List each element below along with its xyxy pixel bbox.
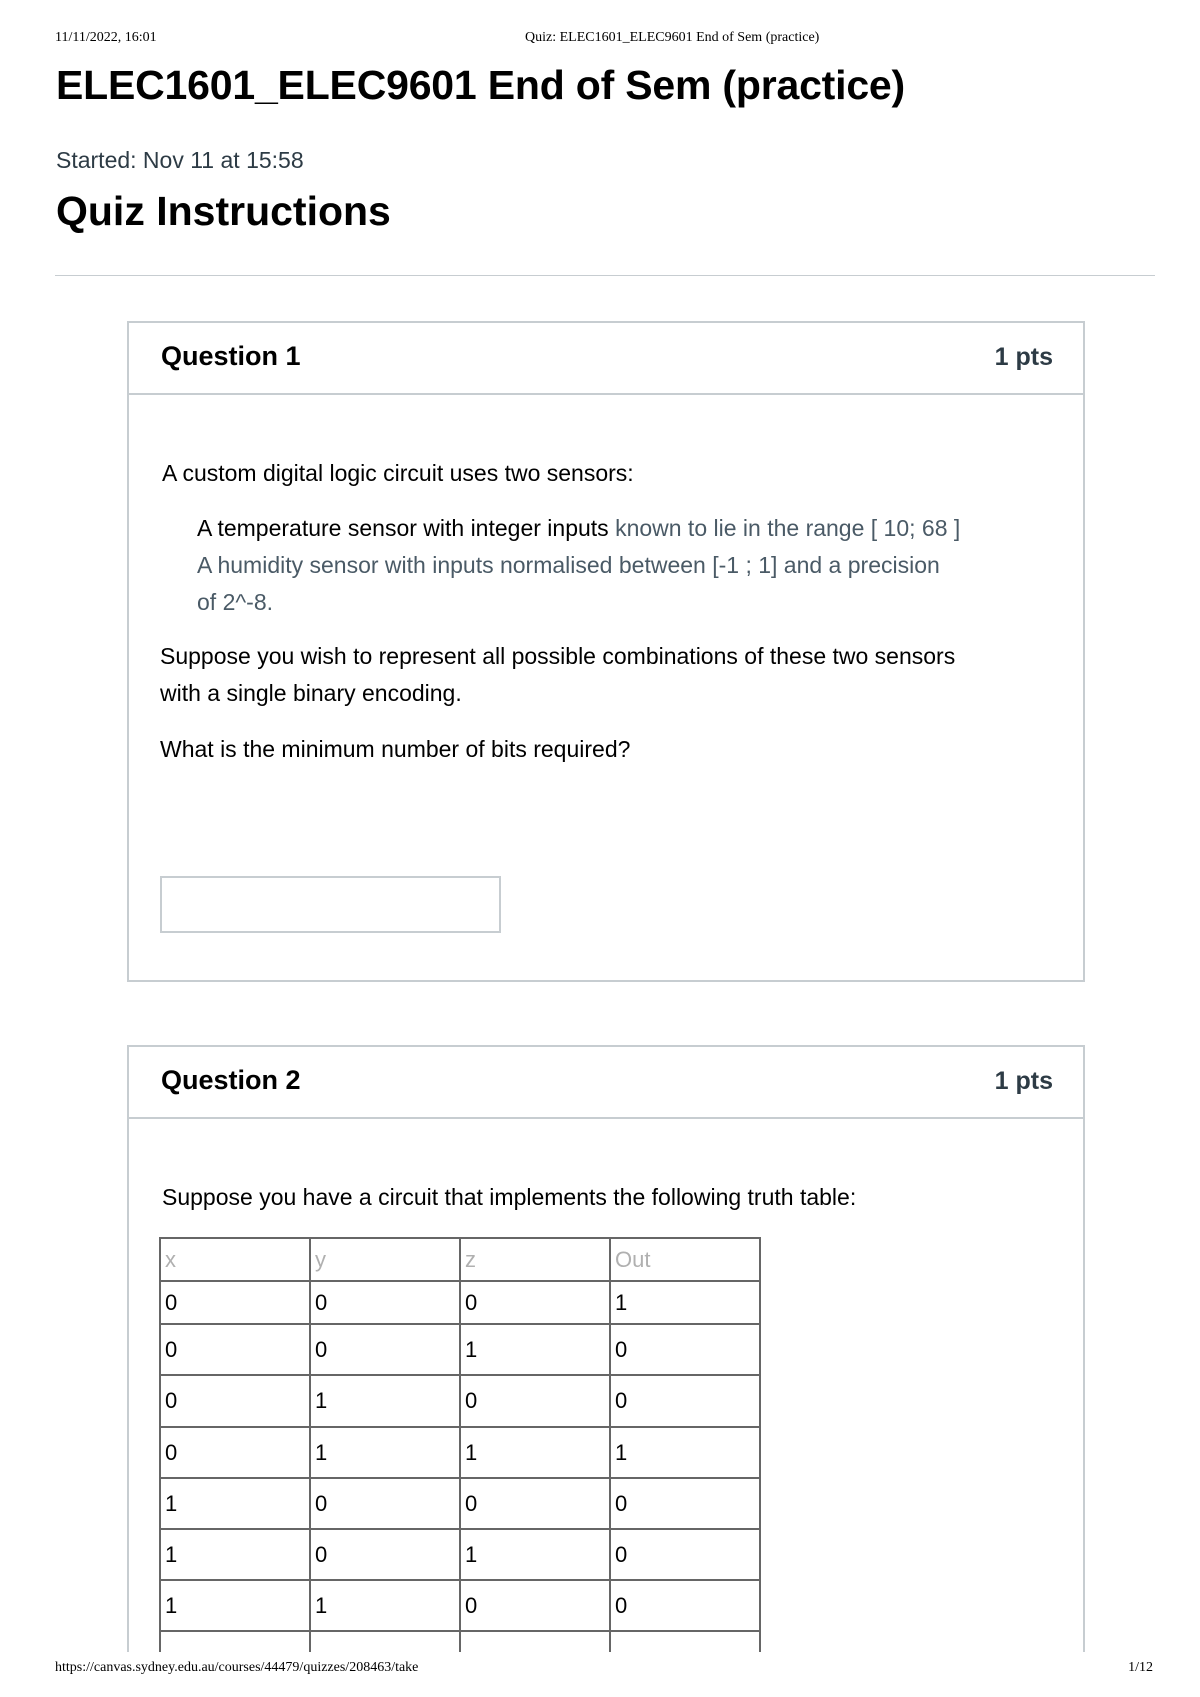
sensor-item-temperature-a: A temperature sensor with integer inputs (197, 515, 616, 541)
started-timestamp: Started: Nov 11 at 15:58 (56, 147, 304, 173)
table-cell: 0 (610, 1529, 760, 1580)
table-row (160, 1427, 760, 1478)
table-cell: 1 (460, 1427, 610, 1478)
question-points: 1 pts (994, 343, 1053, 371)
table-row (160, 1529, 760, 1580)
question-intro: Suppose you have a circuit that implements the following truth table: (162, 1184, 857, 1210)
column-header: x (160, 1238, 310, 1281)
question-header (129, 1047, 1083, 1119)
print-header (55, 30, 1153, 50)
table-row (160, 1580, 760, 1631)
truth-table (159, 1237, 761, 1662)
table-cell: 0 (160, 1427, 310, 1478)
quiz-instructions-heading: Quiz Instructions (56, 188, 391, 234)
table-cell: 0 (610, 1375, 760, 1427)
sensor-item-humidity: A humidity sensor with inputs normalised between [-1 ; 1] and a precision (197, 552, 940, 578)
table-cell: 1 (310, 1427, 460, 1478)
table-cell: 1 (460, 1324, 610, 1375)
question-header (129, 323, 1083, 395)
table-header-row (160, 1238, 760, 1281)
question-intro: A custom digital logic circuit uses two sensors: (162, 460, 634, 486)
table-cell: 1 (160, 1478, 310, 1529)
table-cell: 1 (460, 1529, 610, 1580)
print-url: https://canvas.sydney.edu.au/courses/44479/quizzes/208463/take (55, 1660, 419, 1675)
divider (55, 275, 1155, 276)
table-cell: 0 (610, 1478, 760, 1529)
table-cell: 0 (460, 1281, 610, 1324)
print-datetime: 11/11/2022, 16:01 (55, 30, 157, 45)
print-doc-title: Quiz: ELEC1601_ELEC9601 End of Sem (practice) (525, 30, 820, 45)
table-cell: 1 (310, 1375, 460, 1427)
question-points: 1 pts (994, 1067, 1053, 1095)
sensor-item-temperature-b: known to lie in the range [ 10; 68 ] (615, 515, 961, 541)
table-row (160, 1281, 760, 1324)
table-cell: 1 (160, 1529, 310, 1580)
column-header: Out (610, 1238, 760, 1281)
column-header: z (460, 1238, 610, 1281)
question-1 (127, 321, 1085, 982)
table-cell: 0 (460, 1375, 610, 1427)
question-paragraph-2: What is the minimum number of bits required? (160, 736, 631, 762)
table-row (160, 1478, 760, 1529)
table-cell: 0 (160, 1281, 310, 1324)
table-cell: 0 (310, 1529, 460, 1580)
table-cell: 1 (610, 1427, 760, 1478)
table-cell: 0 (160, 1375, 310, 1427)
answer-input[interactable] (160, 876, 501, 933)
table-cell: 0 (610, 1324, 760, 1375)
sensor-item-humidity-cont: of 2^-8. (197, 589, 273, 615)
sensor-item-temperature (197, 510, 960, 547)
table-cell: 0 (310, 1324, 460, 1375)
table-cell: 0 (610, 1580, 760, 1631)
question-2 (127, 1045, 1085, 1685)
print-footer (55, 1660, 1153, 1680)
table-cell: 0 (460, 1478, 610, 1529)
table-row (160, 1375, 760, 1427)
print-page-number: 1/12 (1128, 1660, 1153, 1675)
table-cell: 1 (160, 1580, 310, 1631)
quiz-title: ELEC1601_ELEC9601 End of Sem (practice) (56, 62, 905, 108)
table-cell: 0 (310, 1281, 460, 1324)
table-cell: 0 (160, 1324, 310, 1375)
column-header: y (310, 1238, 460, 1281)
table-row (160, 1324, 760, 1375)
question-paragraph-1-line-2: with a single binary encoding. (160, 680, 462, 706)
question-name: Question 1 (161, 341, 301, 371)
question-paragraph-1-line-1: Suppose you wish to represent all possible combinations of these two sensors (160, 643, 956, 669)
table-cell: 0 (310, 1478, 460, 1529)
table-cell: 1 (310, 1580, 460, 1631)
question-name: Question 2 (161, 1065, 301, 1095)
table-cell: 1 (610, 1281, 760, 1324)
table-cell: 0 (460, 1580, 610, 1631)
